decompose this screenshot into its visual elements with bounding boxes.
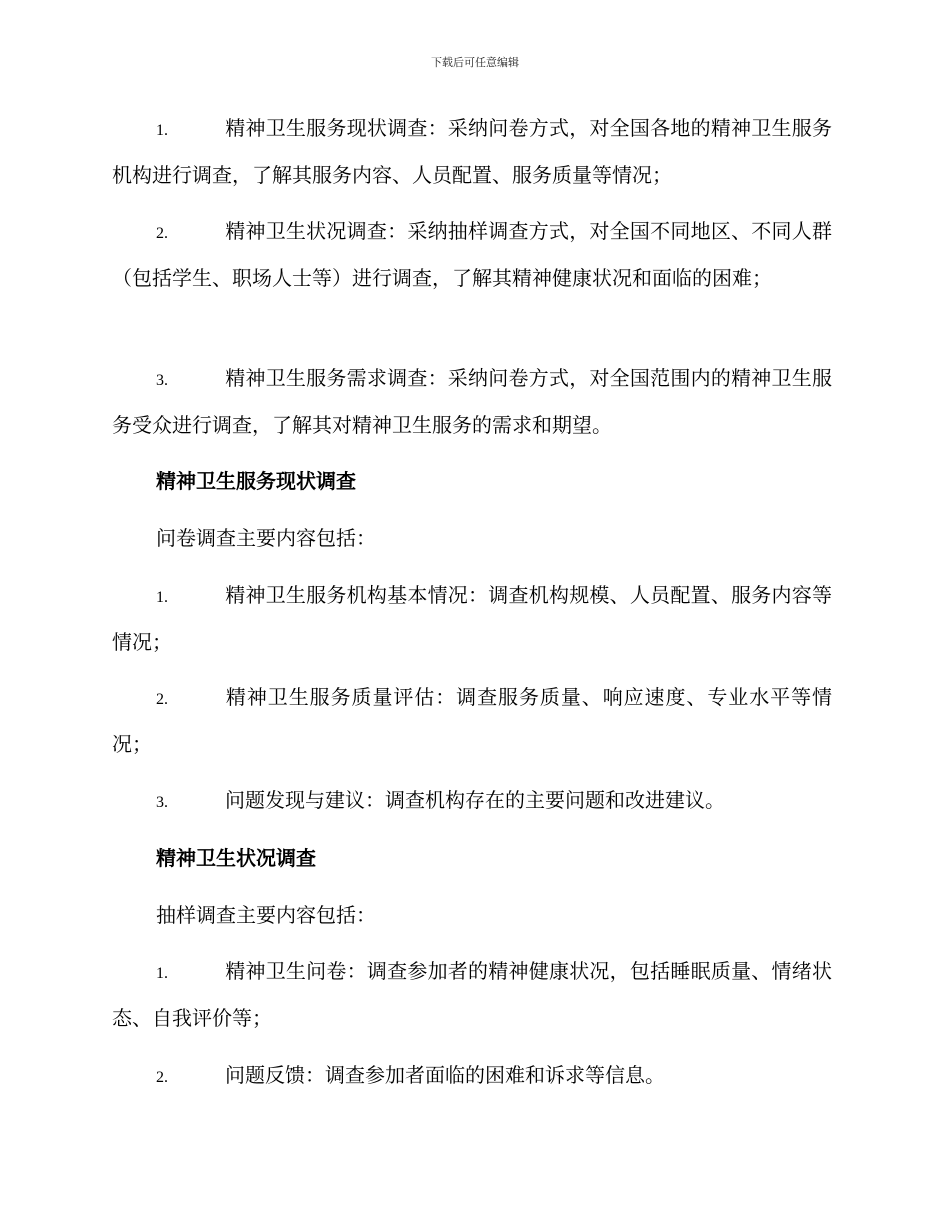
list-item: [112, 675, 832, 767]
list-item: [112, 1053, 832, 1100]
list-item-text: 问题发现与建议：调查机构存在的主要问题和改进建议。: [225, 788, 725, 812]
list-number: 1.: [156, 122, 168, 139]
list-number: 2.: [156, 691, 168, 708]
section-heading: 精神卫生状况调查: [156, 846, 316, 870]
list-item: [112, 106, 832, 198]
list-item: [112, 356, 832, 448]
section-heading: 精神卫生服务现状调查: [156, 469, 356, 493]
list-number: 3.: [156, 794, 168, 811]
list-item-text: 问题反馈：调查参加者面临的困难和诉求等信息。: [225, 1063, 665, 1087]
list-item: [112, 949, 832, 1041]
list-item-text: 精神卫生服务质量评估：调查服务质量、响应速度、专业水平等情况；: [112, 685, 832, 756]
list-item-text: 精神卫生状况调查：采纳抽样调查方式，对全国不同地区、不同人群（包括学生、职场人士等）进行调查，了解其精神健康状况和面临的困难；: [112, 219, 832, 290]
list-item-text: 精神卫生问卷：调查参加者的精神健康状况，包括睡眠质量、情绪状态、自我评价等；: [112, 959, 832, 1030]
list-number: 3.: [156, 372, 168, 389]
list-item-text: 精神卫生服务机构基本情况：调查机构规模、人员配置、服务内容等情况；: [112, 583, 832, 654]
list-item: [112, 573, 832, 665]
list-item: [112, 209, 832, 301]
section-intro: 抽样调查主要内容包括：: [156, 903, 376, 927]
list-number: 1.: [156, 589, 168, 606]
list-number: 1.: [156, 965, 168, 982]
page-header: 下载后可任意编辑: [431, 56, 519, 69]
section-intro: 问卷调查主要内容包括：: [156, 526, 376, 550]
list-number: 2.: [156, 225, 168, 242]
list-item-text: 精神卫生服务需求调查：采纳问卷方式，对全国范围内的精神卫生服务受众进行调查，了解其对精神卫生服务的需求和期望。: [112, 366, 832, 437]
list-item: [112, 778, 832, 825]
list-number: 2.: [156, 1069, 168, 1086]
list-item-text: 精神卫生服务现状调查：采纳问卷方式，对全国各地的精神卫生服务机构进行调查，了解其服务内容、人员配置、服务质量等情况；: [112, 116, 832, 187]
